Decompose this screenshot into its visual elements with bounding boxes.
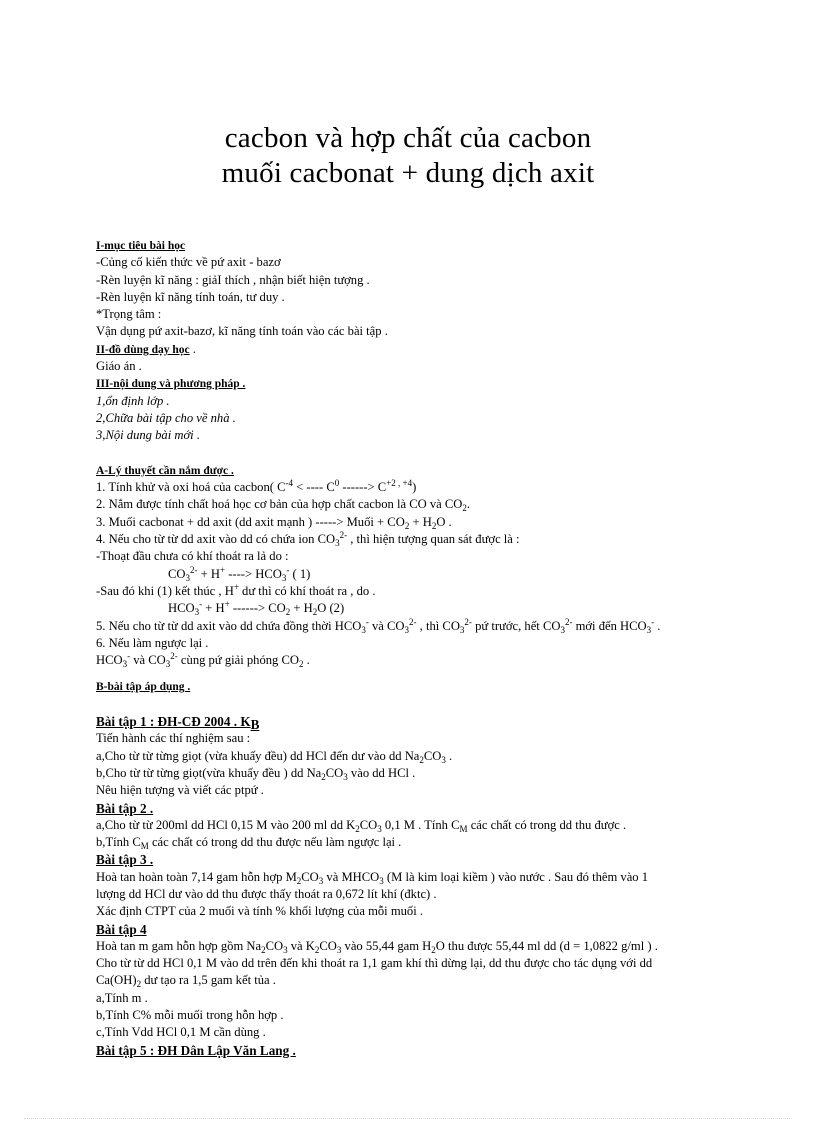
exercise-3-line: lượng dd HCl dư vào dd thu được thấy thoát ra 0,672 lít khí (đktc) . [96, 886, 437, 901]
exercise-4-line: Cho từ từ dd HCl 0,1 M vào dd trên đến khi thoát ra 1,1 gam khí thì dừng lại, dd thu được cho tác dụng với dd [96, 956, 653, 971]
section-1-item: Vận dụng pứ axit-bazơ, kĩ năng tính toán vào các bài tập . [96, 324, 388, 339]
theory-line-3: 3. Muối cacbonat + dd axit (dd axit mạnh ) -----> Muối + $CO_2 + H_2O$ . [96, 514, 452, 531]
exercise-2-heading: Bài tập 2 . [96, 800, 154, 816]
exercise-4-line: c,Tính Vdd HCl 0,1 M cần dùng . [96, 1025, 266, 1040]
section-1-item: *Trọng tâm : [96, 307, 162, 322]
footer-divider [24, 1118, 792, 1119]
exercise-1-line: a,Cho từ từ từng giọt (vừa khuấy đều) dd HCl đến dư vào dd $Na_2CO_3$ . [96, 748, 453, 765]
theory-line-9: 5. Nếu cho từ từ dd axit vào dd chứa đồng thời $HCO_3^-$ và $CO_3^{2-}$ , thì $CO_3^{2-}$ pứ trước, hết $CO_3^{2-}$ mới đến $HCO_3^-$ . [96, 616, 661, 635]
theory-line-7: -Sau đó khi (1) kết thúc , H+ dư thì có khí thoát ra , do . [96, 581, 376, 598]
theory-line-11: $HCO_3^-$ và $CO_3^{2-}$ cùng pứ giải phóng $CO_2$ . [96, 651, 310, 670]
title-line-1: cacbon và hợp chất của cacbon [224, 122, 592, 154]
section-3-heading: III-nội dung và phương pháp . [96, 378, 246, 391]
theory-line-2: 2. Nắm được tính chất hoá học cơ bản của hợp chất cacbon là CO và $CO_2$. [96, 497, 471, 514]
section-2-heading: II-đồ dùng dạy học . [96, 341, 196, 356]
exercise-4-line: $Ca(OH)_2$ dư tạo ra 1,5 gam kết tủa . [96, 973, 276, 990]
exercise-2-line: b,Tính $C_M$ các chất có trong dd thu được nếu làm ngược lại . [96, 835, 402, 852]
exercise-4-line: b,Tính C% mỗi muối trong hỗn hợp . [96, 1008, 284, 1023]
section-3-item: 1,ổn định lớp . [96, 393, 170, 408]
exercise-1-line: Nêu hiện tượng và viết các ptpứ . [96, 783, 264, 798]
section-2-text: Giáo án . [96, 359, 142, 374]
section-b-heading: B-bài tập áp dụng . [96, 681, 191, 694]
title-line-2: muối cacbonat + dung dịch axit [221, 157, 595, 189]
theory-line-5: -Thoạt đầu chưa có khí thoát ra lả do : [96, 549, 289, 564]
section-1-item: -Rèn luyện kĩ năng : giảI thích , nhận biết hiện tượng . [96, 272, 370, 287]
section-a-heading: A-Lý thuyết cần nắm được . [96, 464, 234, 477]
section-3-item: 2,Chữa bài tập cho về nhà . [96, 410, 236, 425]
exercise-5-heading: Bài tập 5 : ĐH Dân Lập Văn Lang . [96, 1042, 296, 1058]
document-body [96, 237, 736, 1059]
exercise-2-line: a,Cho từ từ 200ml dd HCl 0,15 M vào 200 ml dd $K_2CO_3$ 0,1 M . Tính $C_M$ các chất có trong dd thu được . [96, 817, 627, 834]
section-1-item: -Rèn luyện kĩ năng tính toán, tư duy . [96, 289, 285, 304]
exercise-4-line: Hoà tan m gam hỗn hợp gồm $Na_2CO_3$ và $K_2CO_3$ vào 55,44 gam $H_2O$ thu được 55,44 ml dd (d = 1,0822 g/ml ) . [96, 938, 658, 955]
exercise-3-heading: Bài tập 3 . [96, 852, 154, 868]
section-1-item: -Củng cố kiến thức về pứ axit - bazơ [96, 255, 281, 270]
exercise-3-line: Hoà tan hoàn toàn 7,14 gam hỗn hợp $M_2CO_3$ và $MHCO_3$ (M là kim loại kiềm ) vào nước . Sau đó thêm vào 1 [96, 869, 649, 886]
section-1-heading: I-mục tiêu bài học [96, 240, 186, 252]
theory-line-1: 1. Tính khử và oxi hoá của cacbon( $C^{-4}$ < ---- $C^0$ ------> $C^{+2 , +4}$) [96, 478, 417, 495]
exercise-1-line: Tiến hành các thí nghiệm sau : [96, 731, 251, 746]
section-3-item: 3,Nội dung bài mới . [96, 428, 200, 443]
exercise-3-line: Xác định CTPT của 2 muối và tính % khối lượng của mỗi muối . [96, 904, 424, 919]
equation-1: $CO_3^{2-} + H^+$ ----> $HCO_3^-$ ( 1) [168, 564, 311, 583]
exercise-4-heading: Bài tập 4 [96, 921, 147, 937]
exercise-4-line: a,Tính m . [96, 990, 148, 1005]
exercise-1-line: b,Cho từ từ từng giọt(vừa khuấy đều ) dd $Na_2CO_3$ vào dd HCl . [96, 765, 416, 782]
theory-line-10: 6. Nếu làm ngược lại . [96, 635, 209, 650]
exercise-1-heading: Bài tập 1 : ĐH-CĐ 2004 . $K_B$ [96, 714, 260, 733]
equation-2: $HCO_3^- + H^+$ ------> $CO_2 + H_2O$ (2) [168, 599, 345, 618]
theory-line-4: 4. Nếu cho từ từ dd axit vào dd có chứa ion $CO_3^{2-}$ , thì hiện tượng quan sát được là : [96, 530, 520, 549]
